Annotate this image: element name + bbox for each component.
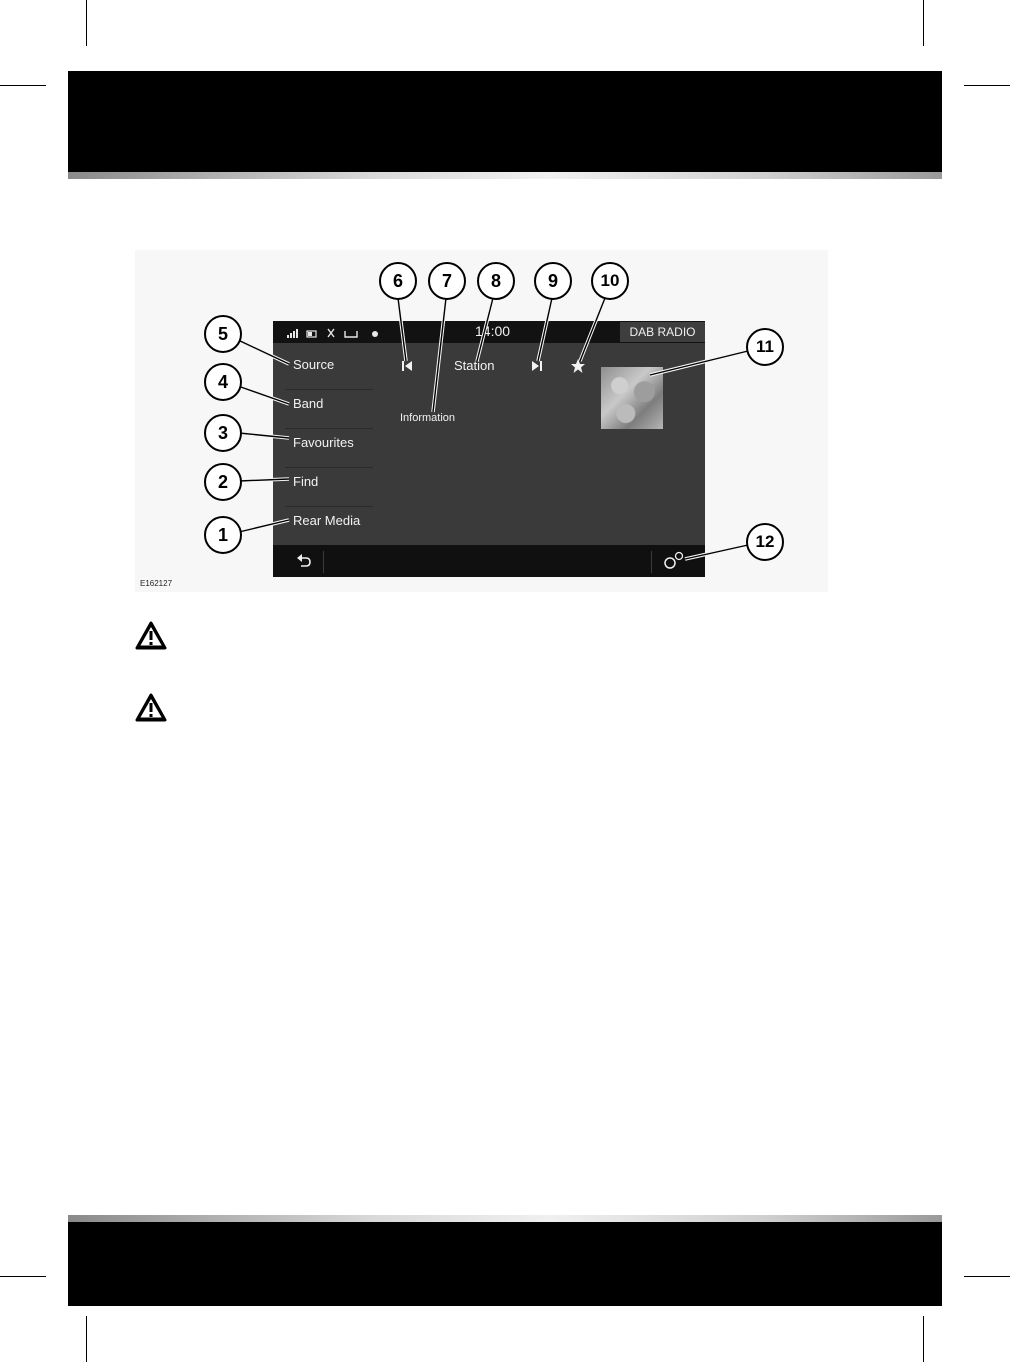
divider — [323, 551, 324, 573]
information-text: Information — [400, 412, 456, 424]
callout-12: 12 — [746, 523, 784, 561]
warning-triangle-icon — [134, 620, 168, 652]
callout-10: 10 — [591, 262, 629, 300]
status-icons — [287, 321, 387, 343]
warning-triangle-icon — [134, 692, 168, 724]
menu-label: Favourites — [293, 435, 354, 450]
menu-label: Band — [293, 396, 324, 411]
source-label: DAB RADIO — [620, 322, 705, 342]
settings-gear-icon[interactable] — [662, 550, 686, 570]
callout-5: 5 — [204, 315, 242, 353]
menu-item-find[interactable] — [285, 468, 373, 507]
next-track-icon[interactable] — [531, 360, 543, 372]
bottom-bar — [273, 545, 705, 577]
station-name: Station — [454, 358, 495, 373]
callout-9: 9 — [534, 262, 572, 300]
menu-label: Rear Media — [293, 513, 361, 528]
menu-item-favourites[interactable] — [285, 429, 373, 468]
clock: 14:00 — [475, 323, 511, 339]
menu-label: Find — [293, 474, 319, 489]
menu-item-band[interactable] — [285, 390, 373, 429]
callout-4: 4 — [204, 363, 242, 401]
callout-1: 1 — [204, 516, 242, 554]
callout-7: 7 — [428, 262, 466, 300]
figure-id: E162127 — [140, 579, 173, 588]
menu-label: Source — [293, 357, 335, 372]
back-icon[interactable] — [296, 553, 312, 569]
menu-item-source[interactable] — [285, 351, 373, 390]
footer-band — [68, 1222, 942, 1306]
favourite-star-icon[interactable] — [571, 359, 585, 373]
callout-6: 6 — [379, 262, 417, 300]
crop-mark — [86, 1316, 87, 1362]
crop-mark — [0, 85, 46, 86]
crop-mark — [86, 0, 87, 46]
footer-gradient-strip — [68, 1215, 942, 1222]
callout-8: 8 — [477, 262, 515, 300]
menu-item-rear-media[interactable] — [285, 507, 373, 546]
infotainment-screen — [273, 321, 705, 577]
crop-mark — [964, 85, 1010, 86]
divider — [651, 551, 652, 573]
crop-mark — [923, 1316, 924, 1362]
callout-11: 11 — [746, 328, 784, 366]
crop-mark — [964, 1276, 1010, 1277]
header-gradient-strip — [68, 172, 942, 179]
previous-track-icon[interactable] — [401, 360, 413, 372]
album-art — [601, 367, 663, 429]
status-bar — [273, 321, 705, 343]
header-band — [68, 71, 942, 172]
crop-mark — [0, 1276, 46, 1277]
crop-mark — [923, 0, 924, 46]
callout-3: 3 — [204, 414, 242, 452]
callout-2: 2 — [204, 463, 242, 501]
